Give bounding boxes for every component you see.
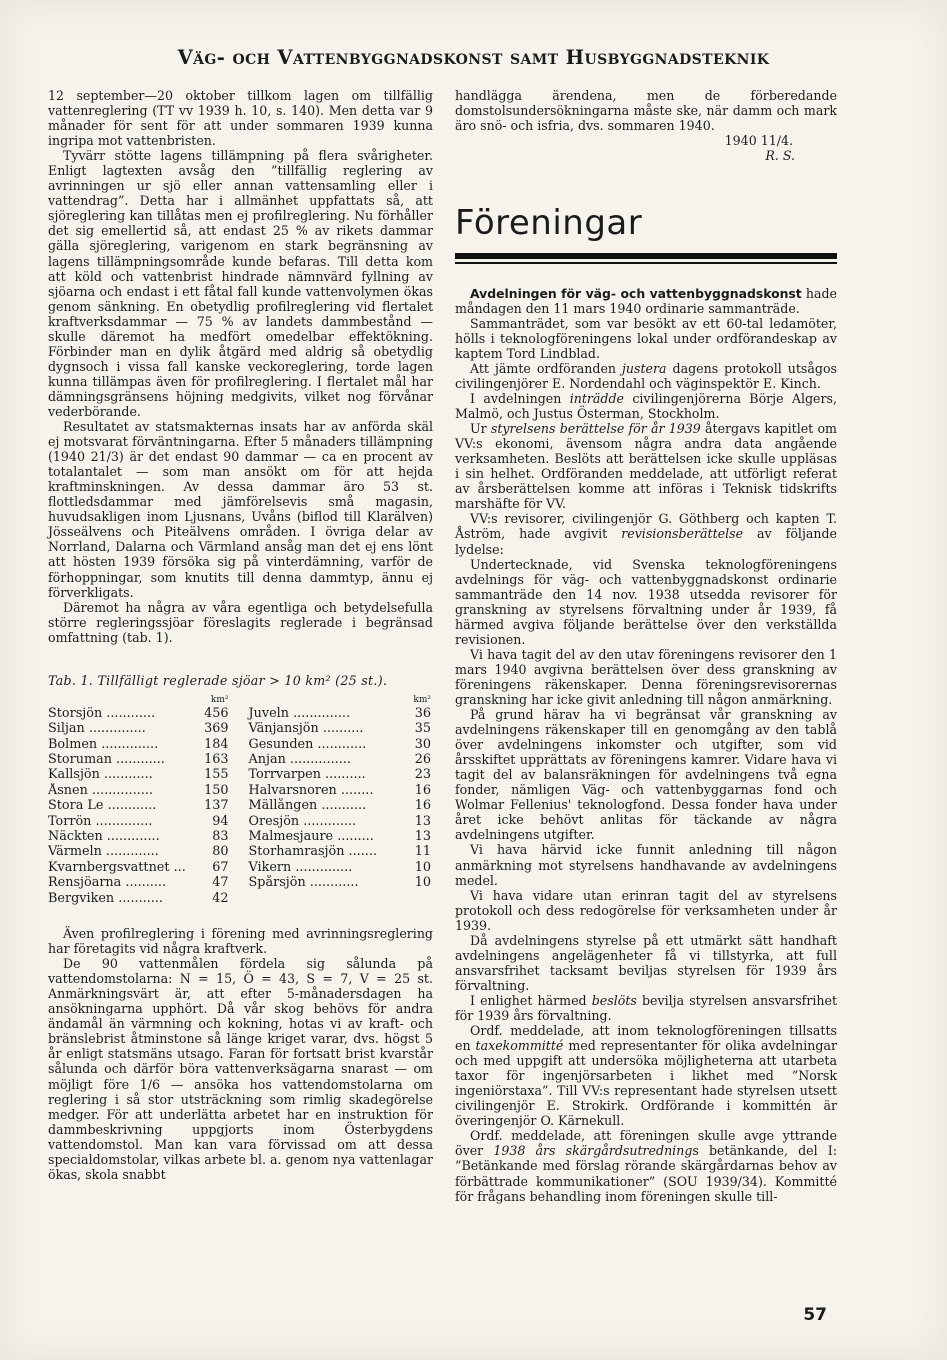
text: av följande lydelse: bbox=[455, 526, 837, 557]
table-row bbox=[48, 783, 431, 798]
table-unit: km² bbox=[413, 694, 431, 705]
text: Ur bbox=[470, 421, 491, 437]
table-row bbox=[48, 706, 431, 721]
table-row bbox=[48, 752, 431, 767]
lake-name: Öresjön ............. bbox=[248, 813, 357, 829]
paragraph: Vi hava härvid icke funnit anledning till någon anmärkning mot styrelsens handhavande av avdelningens medel. bbox=[455, 842, 837, 888]
lake-name: Vikern .............. bbox=[248, 859, 353, 875]
left-column bbox=[48, 88, 433, 1182]
emphasis: revisionsberättelse bbox=[621, 526, 744, 542]
table-row bbox=[48, 798, 431, 813]
lake-name: Spårsjön ............ bbox=[248, 875, 359, 891]
lake-area: 13 bbox=[414, 813, 431, 829]
lake-name: Torrön .............. bbox=[48, 813, 153, 829]
lake-area: 16 bbox=[414, 798, 431, 814]
lake-area: 10 bbox=[414, 875, 431, 891]
table-caption-text: Tillfälligt reglerade sjöar > 10 km² (25 st.). bbox=[97, 672, 388, 688]
table-caption-prefix: Tab. 1. bbox=[48, 672, 94, 688]
lake-area: 13 bbox=[414, 829, 431, 845]
lake-name: Anjan ............... bbox=[248, 752, 351, 767]
paragraph: Vi hava vidare utan erinran tagit del av styrelsens protokoll och dess redogörelse för verksamheten under år 1939. bbox=[455, 887, 837, 933]
text: återgavs kapitlet om VV:s ekonomi, ävensom några andra data angående verksamheten. Beslöts att berättelsen icke skulle uppläsas i sin helhet. Ordföranden meddelade, att utförligt referat av årsberättelsen komme att införas i Teknisk tidskrifts marshäfte för VV. bbox=[455, 421, 837, 512]
lake-name: Siljan .............. bbox=[48, 721, 146, 737]
table-row bbox=[48, 737, 431, 752]
lake-name: Mällången ........... bbox=[248, 798, 367, 814]
lake-area: 30 bbox=[414, 736, 431, 752]
table-row bbox=[48, 814, 431, 829]
lake-area: 36 bbox=[414, 705, 431, 721]
emphasis: 1938 års skärgårdsutredning bbox=[493, 1143, 693, 1159]
emphasis: justera bbox=[622, 360, 667, 376]
table-row bbox=[48, 829, 431, 844]
emphasis: beslöts bbox=[591, 992, 637, 1008]
signature-date: 1940 11/4. bbox=[724, 133, 793, 149]
section-rule-thick bbox=[455, 253, 837, 259]
signature-initials: R. S. bbox=[765, 148, 795, 164]
lakes-table bbox=[48, 694, 431, 906]
lead-text: hade måndagen den 11 mars 1940 ordinarie sammanträde. bbox=[455, 285, 837, 316]
emphasis: taxekommitté bbox=[475, 1038, 564, 1054]
running-head: Väg- och Vattenbyggnadskonst samt Husbyggnadsteknik bbox=[177, 46, 770, 69]
paragraph: Då avdelningens styrelse på ett utmärkt sätt handhaft avdelningens angelägenheter få vi tillstyrka, att full ansvarsfrihet tacksamt beviljas styrelsen för 1939 års förvaltning. bbox=[455, 932, 837, 993]
lake-area: 67 bbox=[212, 859, 229, 875]
emphasis: inträdde bbox=[569, 391, 625, 407]
table-row bbox=[48, 721, 431, 736]
lake-name: Kvarnbergsvattnet ... bbox=[48, 859, 186, 875]
lake-name: Halvarsnoren ........ bbox=[248, 782, 374, 798]
lake-area bbox=[390, 891, 431, 906]
table-unit-row bbox=[48, 694, 431, 706]
text: I avdelningen bbox=[470, 391, 570, 407]
paragraph bbox=[455, 993, 837, 1023]
lake-area: 184 bbox=[204, 736, 229, 752]
paragraph: Undertecknade, vid Svenska teknologföreningens avdelnings för väg- och vattenbyggnadskonst ordinarie sammanträde den 14 nov. 1938 utsedda revisorer för granskning av styrelsens förvaltning under år 1939, få härmed avgiva följande berättelse över den verkställda revisionen. bbox=[455, 556, 837, 647]
lake-area: 11 bbox=[414, 844, 431, 860]
lake-area: 94 bbox=[212, 813, 229, 829]
text: I enlighet härmed bbox=[470, 992, 592, 1008]
paragraph bbox=[455, 361, 837, 391]
text: Att jämte ordföranden bbox=[470, 360, 623, 376]
lake-area: 155 bbox=[204, 767, 229, 783]
paragraph: De 90 vattenmålen fördela sig sålunda på vattendomstolarna: N = 15, Ö = 43, S = 7, V = 25 st. Anmärkningsvärt är, att efter 5-månadersdagen ha ansökningarna upphört. Då vår skog behövs för andra ändamål än värmning och kokning, hotas vi av kraft- och bränslebrist åtminstone så länge kriget varar, dvs. högst 5 år enligt statsmäns utsago. Faran för fortsatt brist kvarstår sålunda och därför böra vattenverksägarna snarast — om möjligt före 1/6 — ansöka hos vattendomstolarna om reglering i så stor utsträckning som rimlig skadegörelse medger. För att underlätta arbetet har en instruktion för dammbeskrivning uppgjorts inom Österbygdens vattendomstol. Man kan vara förvissad om att dessa specialdomstolar, vilkas arbete bl. a. genom nya vattenlagar ökas, skola snabbt bbox=[48, 956, 433, 1182]
paragraph: Även profilreglering i förening med avrinningsreglering har företagits vid några kraftverk. bbox=[48, 926, 433, 957]
paragraph bbox=[455, 1023, 837, 1128]
lake-area: 83 bbox=[212, 829, 229, 845]
lake-name: Juveln .............. bbox=[248, 705, 351, 721]
lake-area: 26 bbox=[414, 752, 431, 767]
lake-name: Näckten ............. bbox=[48, 829, 160, 845]
text: civilingenjörerna Börje Algers, Malmö, och Justus Österman, Stockholm. bbox=[455, 391, 837, 422]
table-cell-empty bbox=[48, 694, 186, 706]
lake-area: 23 bbox=[414, 767, 431, 783]
lake-name: Stora Le ............ bbox=[48, 798, 157, 814]
text: Ordf. meddelade, att inom teknologföreningen tillsatts en bbox=[455, 1023, 837, 1054]
right-column bbox=[455, 88, 837, 1204]
text: Ordf. meddelade, att föreningen skulle avge yttrande över bbox=[455, 1128, 837, 1159]
paragraph: Vi hava tagit del av den utav föreningens revisorer den 1 mars 1940 avgivna berättelsen över dess granskning av föreningens räkenskaper. Denna föreningsrevisorernas granskning har icke givit anledning till någon anmärkning. bbox=[455, 646, 837, 707]
text: dagens protokoll utsågos civilingenjörer E. Nordendahl och väginspektör E. Kinch. bbox=[455, 360, 838, 392]
table-row bbox=[48, 844, 431, 859]
table-caption bbox=[48, 673, 433, 688]
lake-name: Gesunden ............ bbox=[248, 736, 367, 752]
lake-name: Storuman ............ bbox=[48, 752, 165, 767]
table-row bbox=[48, 875, 431, 890]
paragraph bbox=[455, 421, 837, 511]
paragraph: Tyvärr stötte lagens tillämpning på flera svårigheter. Enligt lagtexten avsåg den ”tillfällig reglering av avrinningen ur sjö eller annan vattensamling eller i vattendrag”. Detta har i allmänhet uppfattats så, att sjöreglering kan tillåtas men ej profilreglering. Nu förhåller det sig emellertid så, att endast 25 % av rikets dammar gälla sjöreglering, varigenom en stark begränsning av lagens tillämpningsområde kunde befaras. Till detta kom att köld och vattenbrist hindrade nämnvärd fyllning av sjöarna och endast i ett fåtal fall kunde vattenvolymen ökas genom sänkning. En obetydlig profilreglering vid flertalet kraftverksdammar — 75 % av landets dammbestånd — skulle däremot ha medfört omedelbar effektökning. Förbinder man en dylik åtgärd med aldrig så obetydlig dygnsoch i vissa fall kanske veckoreglering, torde lagen kunna tillämpas även för profilreglering. I flertalet mål har dämningsgränsens höjning medgivits, vilket nog förvånar vederbörande. bbox=[48, 148, 433, 419]
paragraph: Resultatet av statsmakternas insats har av anförda skäl ej motsvarat förväntningarna. Efter 5 månaders tillämpning (1940 21/3) är det endast 90 dammar — ca en procent av totalantalet — som man ansökt om för att hejda kraftminskningen. Av dessa dammar äro 53 st. flottledsdammar med jämförelsevis små magasin, huvudsakligen inom Ljusnans, Uvåns (biflod till Klarälven) Jösseälvens och Piteälvens områden. I övriga delar av Norrland, Dalarna och Värmland ansåg man det ej ens lönt att hösten 1939 försöka sig på vinterdämning, varför de förhoppningar, som knutits till denna dammtyp, ännu ej förverkligats. bbox=[48, 419, 433, 600]
lake-area: 10 bbox=[414, 859, 431, 875]
lake-area: 16 bbox=[414, 782, 431, 798]
table-cell-empty bbox=[239, 694, 390, 706]
emphasis: styrelsens berättelse för år 1939 bbox=[490, 421, 701, 437]
lake-area: 47 bbox=[212, 875, 229, 891]
lake-name: Bolmen .............. bbox=[48, 736, 159, 752]
lake-name: Värmeln ............. bbox=[48, 844, 159, 860]
paragraph: 12 september—20 oktober tillkom lagen om tillfällig vattenreglering (TT vv 1939 h. 10, s. 140). Men detta var 9 månader för sent för att under sommaren 1939 kunna ingripa mot vattenbristen. bbox=[48, 88, 433, 149]
section-rule-thin bbox=[455, 262, 837, 264]
lake-area: 163 bbox=[204, 752, 229, 767]
lakes-table-body bbox=[48, 694, 431, 906]
paragraph bbox=[455, 511, 837, 556]
paragraph: På grund härav ha vi begränsat vår granskning av avdelningens räkenskaper till en genomgång av den tablå över avdelningens inkomster och utgifter, som vid årsskiftet upprättats av föreningens kamrer. Vidare hava vi tagit del av balansräkningen för avdelningens två egna fonder, nämligen Väg- och vattenbyggarnas fond och Wolmar Fellenius' teknologfond. Dessa fonder hava under året icke behövt anlitas för täckande av några avdelningens utgifter. bbox=[455, 707, 837, 843]
table-row bbox=[48, 860, 431, 875]
paragraph: handlägga ärendena, men de förberedande domstolsundersökningarna måste ske, när damm och mark äro snö- och isfria, dvs. sommaren 1940. bbox=[455, 88, 837, 134]
section-title: Föreningar bbox=[455, 203, 643, 244]
paragraph: Däremot ha några av våra egentliga och betydelsefulla större regleringssjöar föreslagits reglerade i begränsad omfattning (tab. 1). bbox=[48, 599, 433, 645]
paragraph bbox=[455, 391, 837, 421]
lake-name: Rensjöarna .......... bbox=[48, 875, 167, 891]
lake-area: 150 bbox=[204, 782, 229, 798]
lead-heading: Avdelningen för väg- och vattenbyggnadskonst bbox=[470, 285, 802, 301]
paragraph bbox=[455, 286, 837, 316]
lake-name: Bergviken ........... bbox=[48, 890, 163, 906]
lake-area: 42 bbox=[212, 890, 229, 906]
lake-area: 137 bbox=[204, 798, 229, 814]
lake-name: Kallsjön ............ bbox=[48, 767, 153, 783]
text: med representanter för olika avdelningar och med uppgift att undersöka möjligheterna att utarbeta taxor för ingenjörsarbeten i likhet med ”Norsk ingeniörstaxa”. Till VV:s representant hade styrelsen utsett civilingenjör E. Strokirk. Ordförande i kommittén är överingenjör O. Kärnekull. bbox=[455, 1038, 837, 1129]
lake-area: 35 bbox=[414, 721, 431, 737]
lake-area: 456 bbox=[204, 705, 229, 721]
lake-name: Åsnen ............... bbox=[48, 782, 153, 798]
table-unit: km² bbox=[210, 694, 229, 705]
paragraph: Sammanträdet, som var besökt av ett 60-tal ledamöter, hölls i teknologföreningens lokal under ordförandeskap av kaptem Tord Lindblad. bbox=[455, 315, 837, 361]
table-row bbox=[48, 891, 431, 906]
lake-area: 369 bbox=[204, 721, 229, 737]
lake-name: Storhamrasjön ....... bbox=[248, 844, 378, 860]
table-row bbox=[48, 767, 431, 782]
signature bbox=[455, 133, 837, 163]
lake-area: 80 bbox=[212, 844, 229, 860]
lake-name: Vänjansjön .......... bbox=[248, 721, 364, 737]
text: s betänkande, del I: ”Betänkande med förslag rörande skärgårdarnas behov av förbättrade kommunikationer” (SOU 1939/34). Kommitté för frågans behandling inom föreningen skulle till- bbox=[455, 1143, 837, 1204]
lake-name bbox=[239, 891, 390, 906]
lake-name: Storsjön ............ bbox=[48, 705, 156, 721]
lake-name: Malmesjaure ......... bbox=[248, 829, 374, 845]
paragraph bbox=[455, 1128, 837, 1203]
text: bevilja styrelsen ansvarsfrihet för 1939 års förvaltning. bbox=[455, 992, 837, 1023]
lake-name: Torrvarpen .......... bbox=[248, 767, 366, 783]
text: VV:s revisorer, civilingenjör G. Göthberg och kapten T. Åström, hade avgivit bbox=[455, 511, 837, 542]
page-number: 57 bbox=[803, 1305, 827, 1325]
